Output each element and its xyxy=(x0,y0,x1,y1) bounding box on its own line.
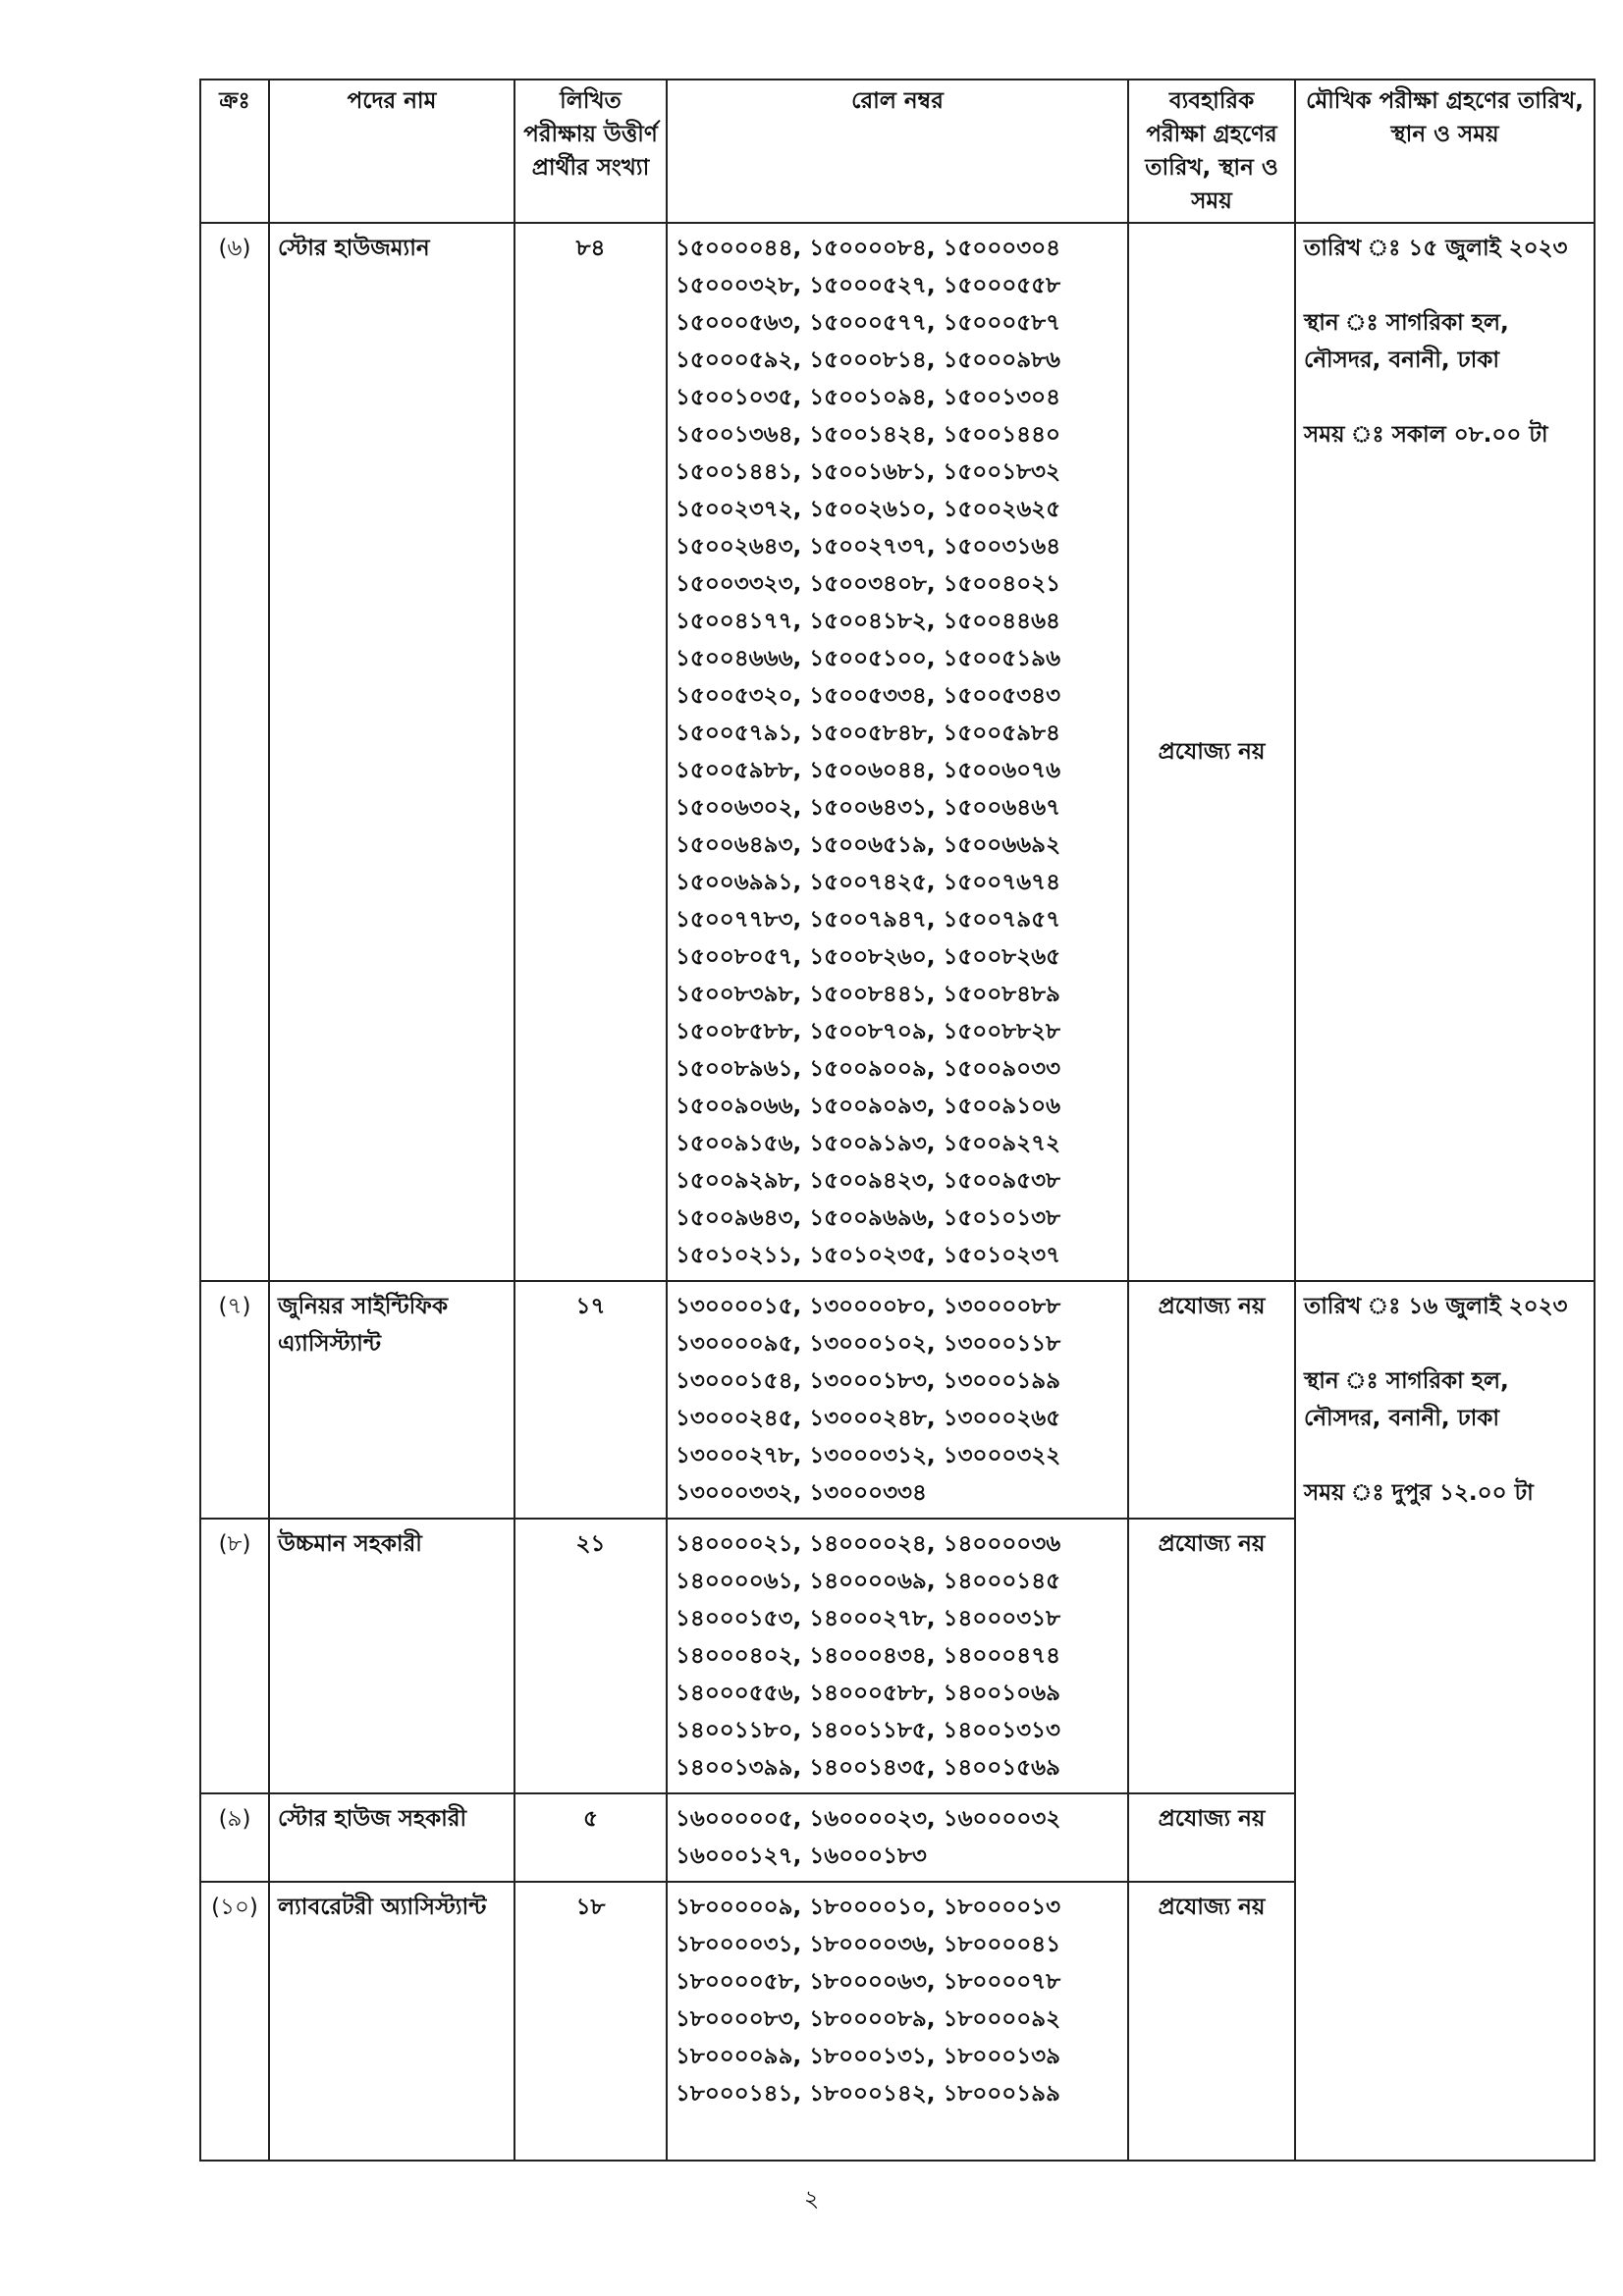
post-name-cell: উচ্চমান সহকারী xyxy=(269,1519,514,1793)
practical-cell: প্রযোজ্য নয় xyxy=(1128,1281,1295,1519)
roll-number-line: ১৫০০৬৯৯১, ১৫০০৭৪২৫, ১৫০০৭৬৭৪ xyxy=(676,870,1061,895)
roll-number-line: ১৪০০০০৬১, ১৪০০০০৬৯, ১৪০০০১৪৫ xyxy=(676,1569,1061,1594)
header-viva: মৌখিক পরীক্ষা গ্রহণের তারিখ, স্থান ও সময় xyxy=(1295,80,1595,223)
passed-count-cell: ৫ xyxy=(514,1793,667,1882)
roll-number-line: ১৫০০০৩২৮, ১৫০০০৫২৭, ১৫০০০৫৫৮ xyxy=(676,273,1061,298)
header-serial: ক্রঃ xyxy=(200,80,269,223)
passed-count-cell: ১৮ xyxy=(514,1882,667,2161)
roll-number-line: ১৫০০৩৩২৩, ১৫০০৩৪০৮, ১৫০০৪০২১ xyxy=(676,571,1061,597)
roll-number-line: ১৫০০২৩৭২, ১৫০০২৬১০, ১৫০০২৬২৫ xyxy=(676,497,1061,522)
practical-cell: প্রযোজ্য নয় xyxy=(1128,1882,1295,2161)
roll-number-line: ১৫০০৫৭৯১, ১৫০০৫৮৪৮, ১৫০০৫৯৮৪ xyxy=(676,721,1060,746)
viva-venue-line2: নৌসদর, বনানী, ঢাকা xyxy=(1304,1406,1500,1431)
roll-number-line: ১৫০০৬৩০২, ১৫০০৬৪৩১, ১৫০০৬৪৬৭ xyxy=(676,795,1061,821)
post-name-cell: ল্যাবরেটরী অ্যাসিস্ট্যান্ট xyxy=(269,1882,514,2161)
roll-number-line: ১৫০০০০৪৪, ১৫০০০০৮৪, ১৫০০০৩০৪ xyxy=(676,236,1061,261)
roll-numbers-cell xyxy=(667,1882,1128,2161)
viva-schedule-cell xyxy=(1295,223,1595,1281)
roll-number-line: ১৬০০০১২৭, ১৬০০০১৮৩ xyxy=(676,1843,927,1869)
viva-venue-line1: স্থান ঃ সাগরিকা হল, xyxy=(1304,1368,1509,1394)
roll-number-line: ১৫০০০৫৬৩, ১৫০০০৫৭৭, ১৫০০০৫৮৭ xyxy=(676,310,1061,336)
viva-date: তারিখ ঃ ১৬ জুলাই ২০২৩ xyxy=(1304,1294,1568,1319)
roll-numbers-cell xyxy=(667,1281,1128,1519)
roll-number-line: ১৫০০৫৯৮৮, ১৫০০৬০৪৪, ১৫০০৬০৭৬ xyxy=(676,758,1061,783)
roll-number-line: ১৮০০০০৮৩, ১৮০০০০৮৯, ১৮০০০০৯২ xyxy=(676,2006,1061,2032)
results-table xyxy=(199,79,1596,2162)
roll-number-line: ১৫০০৮৫৮৮, ১৫০০৮৭০৯, ১৫০০৮৮২৮ xyxy=(676,1019,1060,1044)
roll-number-line: ১৫০০০৫৯২, ১৫০০০৮১৪, ১৫০০০৯৮৬ xyxy=(676,347,1061,373)
roll-number-line: ১৬০০০০০৫, ১৬০০০০২৩, ১৬০০০০৩২ xyxy=(676,1806,1061,1832)
roll-number-line: ১৪০০০৪০২, ১৪০০০৪৩৪, ১৪০০০৪৭৪ xyxy=(676,1643,1061,1669)
roll-number-line: ১৫০০১০৩৫, ১৫০০১০৯৪, ১৫০০১৩০৪ xyxy=(676,385,1061,410)
roll-number-line: ১৫০০১৪৪১, ১৫০০১৬৮১, ১৫০০১৮৩২ xyxy=(676,459,1060,485)
roll-numbers-cell xyxy=(667,1519,1128,1793)
passed-count-cell: ৮৪ xyxy=(514,223,667,1281)
viva-venue-line1: স্থান ঃ সাগরিকা হল, xyxy=(1304,310,1509,336)
roll-number-line: ১৫০০৭৭৮৩, ১৫০০৭৯৪৭, ১৫০০৭৯৫৭ xyxy=(676,907,1061,933)
viva-venue-line2: নৌসদর, বনানী, ঢাকা xyxy=(1304,347,1500,373)
roll-number-line: ১৮০০০০৫৮, ১৮০০০০৬৩, ১৮০০০০৭৮ xyxy=(676,1969,1061,1995)
roll-number-line: ১৫০০৫৩২০, ১৫০০৫৩৩৪, ১৫০০৫৩৪৩ xyxy=(676,683,1061,709)
serial-cell: (৭) xyxy=(200,1281,269,1519)
roll-number-line: ১৩০০০০৯৫, ১৩০০০১০২, ১৩০০০১১৮ xyxy=(676,1331,1061,1357)
header-post-name: পদের নাম xyxy=(269,80,514,223)
serial-cell: (৯) xyxy=(200,1793,269,1882)
roll-number-line: ১৫০০৯০৬৬, ১৫০০৯০৯৩, ১৫০০৯১০৬ xyxy=(676,1094,1061,1119)
roll-number-line: ১৫০০৯২৯৮, ১৫০০৯৪২৩, ১৫০০৯৫৩৮ xyxy=(676,1168,1060,1194)
roll-number-line: ১৮০০০০০৯, ১৮০০০০১০, ১৮০০০০১৩ xyxy=(676,1895,1061,1920)
passed-count-cell: ১৭ xyxy=(514,1281,667,1519)
serial-cell: (১০) xyxy=(200,1882,269,2161)
roll-number-line: ১৮০০০০৯৯, ১৮০০০১৩১, ১৮০০০১৩৯ xyxy=(676,2044,1061,2069)
roll-number-line: ১৮০০০১৪১, ১৮০০০১৪২, ১৮০০০১৯৯ xyxy=(676,2081,1060,2107)
roll-number-line: ১৪০০০১৫৩, ১৪০০০২৭৮, ১৪০০০৩১৮ xyxy=(676,1606,1061,1631)
table-row xyxy=(200,223,1595,1281)
roll-number-line: ১৫০০৬৪৯৩, ১৫০০৬৫১৯, ১৫০০৬৬৯২ xyxy=(676,832,1061,858)
roll-number-line: ১৪০০১৩৯৯, ১৪০০১৪৩৫, ১৪০০১৫৬৯ xyxy=(676,1755,1060,1781)
roll-number-line: ১৪০০০৫৫৬, ১৪০০০৫৮৮, ১৪০০১০৬৯ xyxy=(676,1681,1061,1706)
header-passed-count: লিখিত পরীক্ষায় উত্তীর্ণ প্রার্থীর সংখ্যা xyxy=(514,80,667,223)
roll-number-line: ১৫০০১৩৬৪, ১৫০০১৪২৪, ১৫০০১৪৪০ xyxy=(676,422,1060,448)
roll-numbers-cell xyxy=(667,223,1128,1281)
page-number: ২ xyxy=(803,2185,820,2213)
roll-numbers-cell xyxy=(667,1793,1128,1882)
viva-schedule-cell xyxy=(1295,1281,1595,2161)
roll-number-line: ১৪০০০০২১, ১৪০০০০২৪, ১৪০০০০৩৬ xyxy=(676,1531,1061,1557)
roll-number-line: ১৩০০০২৪৫, ১৩০০০২৪৮, ১৩০০০২৬৫ xyxy=(676,1406,1061,1431)
practical-cell: প্রযোজ্য নয় xyxy=(1128,223,1295,1281)
roll-number-line: ১৫০০৯৬৪৩, ১৫০০৯৬৯৬, ১৫০১০১৩৮ xyxy=(676,1205,1061,1231)
viva-time: সময় ঃ সকাল ০৮.০০ টা xyxy=(1304,422,1548,448)
header-practical: ব্যবহারিক পরীক্ষা গ্রহণের তারিখ, স্থান ও সময় xyxy=(1128,80,1295,223)
roll-number-line: ১৩০০০৩৩২, ১৩০০০৩৩৪ xyxy=(676,1480,927,1506)
serial-cell: (৮) xyxy=(200,1519,269,1793)
viva-time: সময় ঃ দুপুর ১২.০০ টা xyxy=(1304,1480,1534,1506)
roll-number-line: ১৩০০০১৫৪, ১৩০০০১৮৩, ১৩০০০১৯৯ xyxy=(676,1368,1061,1394)
serial-cell: (৬) xyxy=(200,223,269,1281)
roll-number-line: ১৫০১০২১১, ১৫০১০২৩৫, ১৫০১০২৩৭ xyxy=(676,1243,1061,1268)
roll-number-line: ১৫০০৮৩৯৮, ১৫০০৮৪৪১, ১৫০০৮৪৮৯ xyxy=(676,982,1060,1007)
header-roll-numbers: রোল নম্বর xyxy=(667,80,1128,223)
roll-number-line: ১৩০০০২৭৮, ১৩০০০৩১২, ১৩০০০৩২২ xyxy=(676,1443,1061,1468)
passed-count-cell: ২১ xyxy=(514,1519,667,1793)
roll-number-line: ১৪০০১১৮০, ১৪০০১১৮৫, ১৪০০১৩১৩ xyxy=(676,1718,1060,1743)
roll-number-line: ১৫০০৪৬৬৬, ১৫০০৫১০০, ১৫০০৫১৯৬ xyxy=(676,646,1061,671)
post-name-cell: স্টোর হাউজ সহকারী xyxy=(269,1793,514,1882)
post-name-cell: জুনিয়র সাইন্টিফিক এ্যাসিস্ট্যান্ট xyxy=(269,1281,514,1519)
roll-number-line: ১৮০০০০৩১, ১৮০০০০৩৬, ১৮০০০০৪১ xyxy=(676,1932,1061,1957)
viva-date: তারিখ ঃ ১৫ জুলাই ২০২৩ xyxy=(1304,236,1568,261)
roll-number-line: ১৫০০৮০৫৭, ১৫০০৮২৬০, ১৫০০৮২৬৫ xyxy=(676,944,1061,970)
practical-cell: প্রযোজ্য নয় xyxy=(1128,1793,1295,1882)
roll-number-line: ১৫০০৪১৭৭, ১৫০০৪১৮২, ১৫০০৪৪৬৪ xyxy=(676,609,1060,634)
roll-number-line: ১৫০০২৬৪৩, ১৫০০২৭৩৭, ১৫০০৩১৬৪ xyxy=(676,534,1061,560)
practical-cell: প্রযোজ্য নয় xyxy=(1128,1519,1295,1793)
table-row xyxy=(200,1281,1595,1519)
roll-number-line: ১৫০০৮৯৬১, ১৫০০৯০০৯, ১৫০০৯০৩৩ xyxy=(676,1056,1061,1082)
post-name-cell: স্টোর হাউজম্যান xyxy=(269,223,514,1281)
table-header-row xyxy=(200,80,1595,223)
roll-number-line: ১৫০০৯১৫৬, ১৫০০৯১৯৩, ১৫০০৯২৭২ xyxy=(676,1131,1061,1156)
roll-number-line: ১৩০০০০১৫, ১৩০০০০৮০, ১৩০০০০৮৮ xyxy=(676,1294,1061,1319)
